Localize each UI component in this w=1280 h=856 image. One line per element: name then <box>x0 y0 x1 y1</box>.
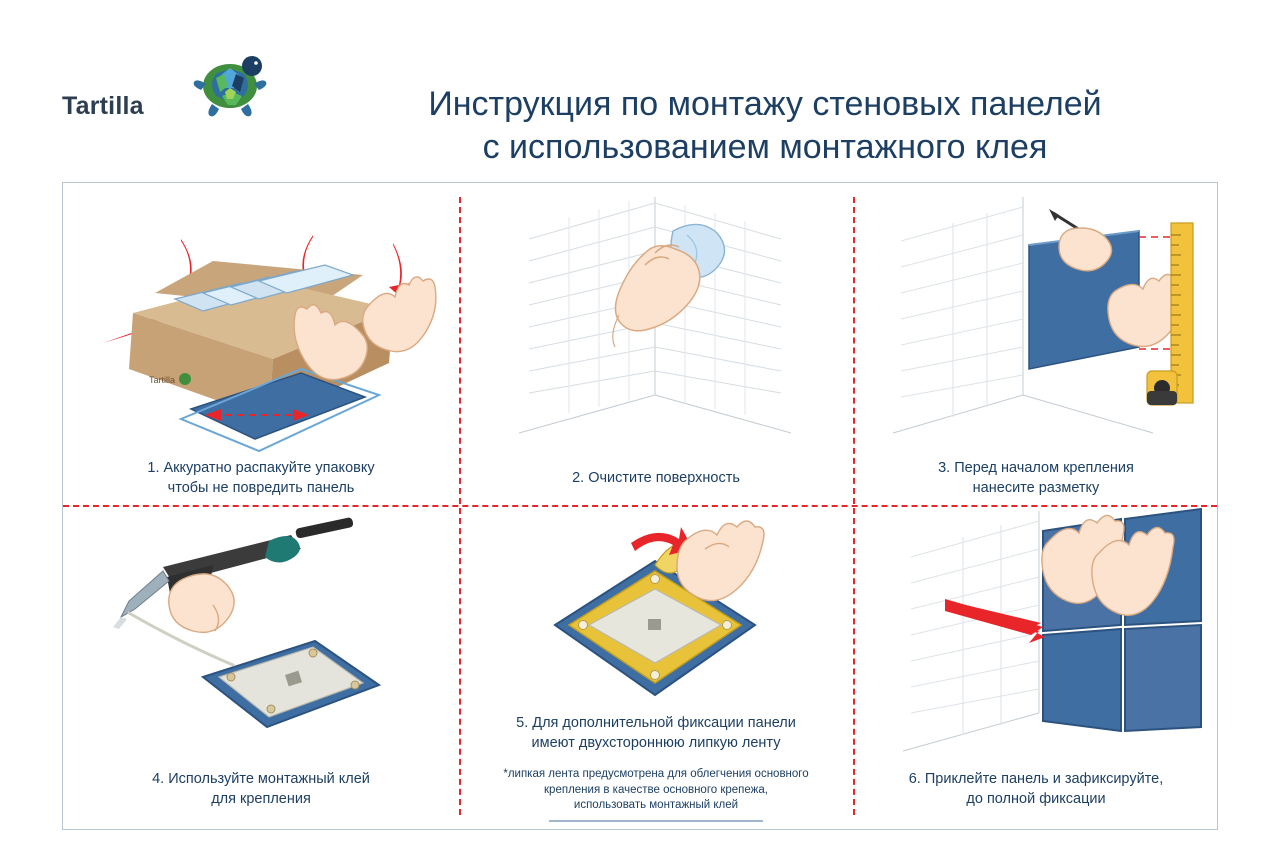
page-header <box>0 0 1280 180</box>
step-3-caption <box>853 459 1219 498</box>
step-3-caption-line2: нанесите разметку <box>972 479 1100 496</box>
step-5-note-line1: *липкая лента предусмотрена для облегчения основного <box>503 768 809 780</box>
step-2-illustration <box>459 183 853 463</box>
step-1-caption-line1: 1. Аккуратно распакуйте упаковку <box>147 460 375 476</box>
step-5-underline <box>549 820 763 822</box>
step-5-note <box>459 767 853 814</box>
turtle-logo-icon <box>186 48 278 124</box>
step-5-caption-line2: имеют двухстороннюю липкую ленту <box>531 734 781 751</box>
step-1-illustration <box>63 183 459 463</box>
step-4-caption-line2: для крепления <box>211 790 311 807</box>
step-4-caption <box>63 770 459 809</box>
step-1-caption <box>63 459 459 498</box>
instruction-board <box>62 182 1218 830</box>
step-5-caption <box>459 714 853 753</box>
step-1 <box>63 183 459 505</box>
page-title <box>290 83 1240 170</box>
step-3-illustration <box>853 183 1219 463</box>
step-5 <box>459 505 853 831</box>
step-5-caption-line1: 5. Для дополнительной фиксации панели <box>516 715 796 731</box>
page-title-line2: с использованием монтажного клея <box>482 128 1048 167</box>
step-6-caption-line1: 6. Приклейте панель и зафиксируйте, <box>908 771 1164 787</box>
step-5-illustration <box>459 505 853 715</box>
step-2-caption-line1: 2. Очистите поверхность <box>572 470 740 486</box>
step-4 <box>63 505 459 831</box>
step-6-caption <box>853 770 1219 809</box>
step-6-caption-line2: до полной фиксации <box>966 790 1106 807</box>
step-1-caption-line2: чтобы не повредить панель <box>167 479 355 496</box>
step-6 <box>853 505 1219 831</box>
step-2-caption <box>459 469 853 489</box>
step-3-caption-line1: 3. Перед началом крепления <box>938 460 1134 476</box>
step-4-caption-line1: 4. Используйте монтажный клей <box>152 771 370 787</box>
step-2 <box>459 183 853 505</box>
step-5-note-line2: крепления в качестве основного крепежа, <box>544 783 768 796</box>
step-4-illustration <box>63 505 459 765</box>
page-title-line1: Инструкция по монтажу стеновых панелей <box>428 84 1102 123</box>
svg-text:Tartilla: Tartilla <box>149 375 176 385</box>
brand-name: Tartilla <box>62 92 144 120</box>
step-6-illustration <box>853 505 1219 765</box>
step-5-note-line3: использовать монтажный клей <box>573 799 739 812</box>
step-3 <box>853 183 1219 505</box>
